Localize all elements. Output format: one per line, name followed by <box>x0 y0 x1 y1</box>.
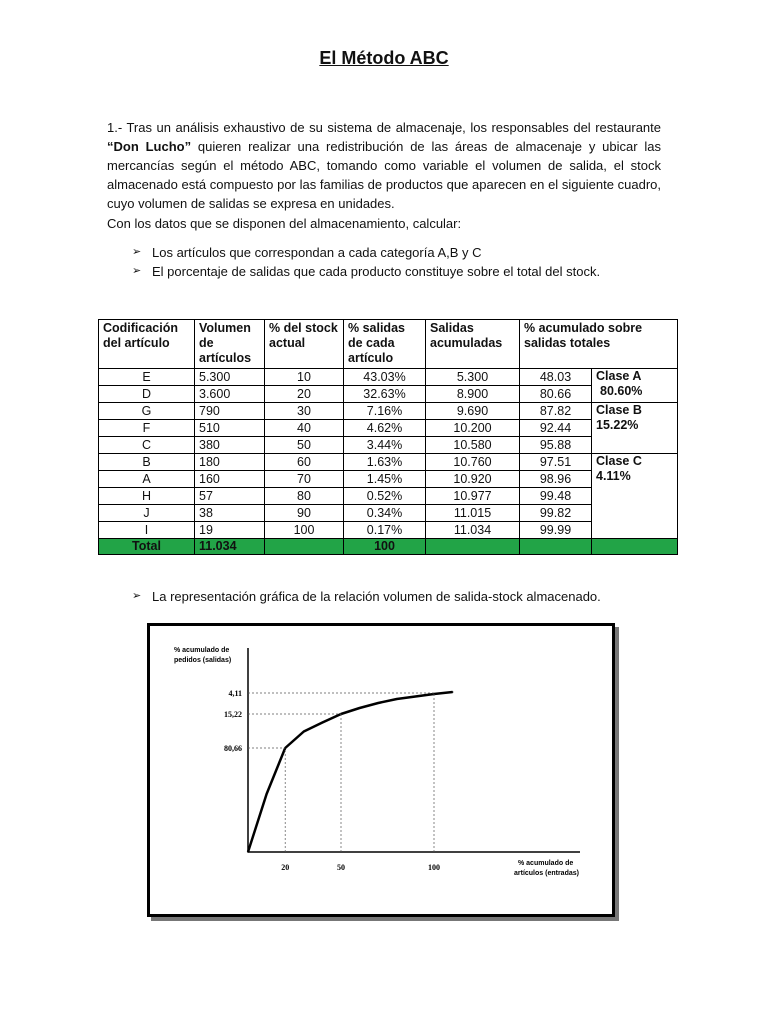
cell-pct-acumulado: 98.96 <box>520 471 592 488</box>
class-percentage: 4.11% <box>596 469 631 483</box>
class-percentage: 15.22% <box>596 418 639 432</box>
cell-pct-acumulado: 99.99 <box>520 522 592 539</box>
cell-code: G <box>99 403 195 420</box>
class-name: Clase B <box>596 403 642 417</box>
y-tick-label: 15,22 <box>224 710 242 719</box>
header-stock: % del stock actual <box>265 320 344 369</box>
curve-point <box>452 691 454 693</box>
cell-stock: 40 <box>265 420 344 437</box>
cell-volumen: 38 <box>195 505 265 522</box>
cell-volumen: 380 <box>195 437 265 454</box>
cell-pct-acumulado: 97.51 <box>520 454 592 471</box>
header-salidas: % salidas de cada artículo <box>344 320 426 369</box>
cell-acumuladas: 8.900 <box>426 386 520 403</box>
cell-pct-acumulado: 48.03 <box>520 369 592 386</box>
abc-table <box>98 319 678 555</box>
total-empty-cell <box>426 539 520 555</box>
task-list <box>132 243 692 281</box>
cell-pct-acumulado: 87.82 <box>520 403 592 420</box>
x-axis-label-line: artículos (entradas) <box>514 870 579 877</box>
restaurant-name: “Don Lucho” <box>107 139 192 154</box>
header-volumen: Volumen de artículos <box>195 320 265 369</box>
class-name: Clase C <box>596 454 642 468</box>
cell-salidas: 1.45% <box>344 471 426 488</box>
cell-volumen: 5.300 <box>195 369 265 386</box>
cell-stock: 70 <box>265 471 344 488</box>
table-header-row <box>99 320 678 369</box>
cell-stock: 50 <box>265 437 344 454</box>
curve-point <box>396 698 398 700</box>
cell-volumen: 180 <box>195 454 265 471</box>
cell-code: I <box>99 522 195 539</box>
curve-point <box>247 851 249 853</box>
curve-point <box>322 722 324 724</box>
instruction-text: Con los datos que se disponen del almacenamiento, calcular: <box>107 216 462 231</box>
total-label: Total <box>99 539 195 555</box>
x-axis-label-line: % acumulado de <box>518 860 574 867</box>
cell-stock: 30 <box>265 403 344 420</box>
cell-stock: 60 <box>265 454 344 471</box>
cell-acumuladas: 9.690 <box>426 403 520 420</box>
table-row <box>99 488 678 505</box>
class-cell <box>592 454 678 539</box>
cell-volumen: 790 <box>195 403 265 420</box>
table-row <box>99 420 678 437</box>
cell-salidas: 32.63% <box>344 386 426 403</box>
cell-acumuladas: 11.034 <box>426 522 520 539</box>
abc-chart <box>147 623 615 917</box>
cell-acumuladas: 10.977 <box>426 488 520 505</box>
cell-volumen: 19 <box>195 522 265 539</box>
x-tick-label: 20 <box>281 863 290 872</box>
cell-volumen: 160 <box>195 471 265 488</box>
cell-code: D <box>99 386 195 403</box>
arrow-bullet-icon: ➢ <box>132 265 142 277</box>
cell-pct-acumulado: 95.88 <box>520 437 592 454</box>
cell-acumuladas: 10.920 <box>426 471 520 488</box>
cell-acumuladas: 10.760 <box>426 454 520 471</box>
class-name: Clase A <box>596 369 642 383</box>
curve-point <box>303 731 305 733</box>
cell-acumuladas: 5.300 <box>426 369 520 386</box>
arrow-bullet-icon: ➢ <box>132 590 142 602</box>
page-title: El Método ABC <box>319 48 449 68</box>
cell-volumen: 57 <box>195 488 265 505</box>
total-empty-cell <box>520 539 592 555</box>
cell-code: E <box>99 369 195 386</box>
cell-stock: 100 <box>265 522 344 539</box>
table-row <box>99 369 678 386</box>
class-cell <box>592 403 678 454</box>
task-item: ➢ Los artículos que correspondan a cada categoría A,B y C <box>132 245 482 260</box>
cell-code: F <box>99 420 195 437</box>
curve-point <box>377 702 379 704</box>
cell-pct-acumulado: 99.82 <box>520 505 592 522</box>
cell-volumen: 3.600 <box>195 386 265 403</box>
cell-stock: 90 <box>265 505 344 522</box>
table-row <box>99 437 678 454</box>
cell-salidas: 3.44% <box>344 437 426 454</box>
cell-pct-acumulado: 99.48 <box>520 488 592 505</box>
cell-code: H <box>99 488 195 505</box>
total-salidas: 100 <box>344 539 426 555</box>
table-row <box>99 505 678 522</box>
header-pct-acumulado: % acumulado sobre salidas totales <box>520 320 678 369</box>
y-tick-label: 80,66 <box>224 744 242 753</box>
table-row <box>99 471 678 488</box>
cell-salidas: 1.63% <box>344 454 426 471</box>
cell-salidas: 43.03% <box>344 369 426 386</box>
y-axis-label-line: % acumulado de <box>174 647 230 654</box>
arrow-bullet-icon: ➢ <box>132 246 142 258</box>
cell-code: A <box>99 471 195 488</box>
chart-svg <box>150 626 612 914</box>
header-acumuladas: Salidas acumuladas <box>426 320 520 369</box>
cell-stock: 80 <box>265 488 344 505</box>
cell-stock: 20 <box>265 386 344 403</box>
cell-pct-acumulado: 92.44 <box>520 420 592 437</box>
cell-stock: 10 <box>265 369 344 386</box>
cell-code: C <box>99 437 195 454</box>
curve-point <box>359 707 361 709</box>
total-empty-cell <box>265 539 344 555</box>
table-row <box>99 403 678 420</box>
table-row <box>99 386 678 403</box>
class-percentage: 80.60% <box>600 384 643 398</box>
task-item: ➢ El porcentaje de salidas que cada producto constituye sobre el total del stock. <box>132 264 601 279</box>
total-volumen: 11.034 <box>195 539 265 555</box>
curve-point <box>266 793 268 795</box>
cell-acumuladas: 10.580 <box>426 437 520 454</box>
cell-salidas: 4.62% <box>344 420 426 437</box>
x-tick-label: 50 <box>337 863 345 872</box>
cell-acumuladas: 11.015 <box>426 505 520 522</box>
cell-code: J <box>99 505 195 522</box>
intro-paragraph: 1.- Tras un análisis exhaustivo de su sistema de almacenaje, los responsables del restaurante “Don Lucho” quieren realizar una redistribución de las áreas de almacenaje y ubicar las mercancías según el método ABC, tomando como variable el volumen de salida, el stock almacenado está compuesto por las familias de productos que aparecen en el siguiente cuadro, cuyo volumen de salidas se expresa en unidades. <box>107 120 661 211</box>
cell-pct-acumulado: 80.66 <box>520 386 592 403</box>
curve-point <box>415 696 417 698</box>
cell-code: B <box>99 454 195 471</box>
header-codificacion: Codificación del artículo <box>99 320 195 369</box>
chart-caption: ➢ La representación gráfica de la relación volumen de salida-stock almacenado. <box>132 589 601 604</box>
cell-salidas: 7.16% <box>344 403 426 420</box>
cell-volumen: 510 <box>195 420 265 437</box>
y-axis-label-line: pedidos (salidas) <box>174 657 232 664</box>
x-tick-label: 100 <box>428 863 440 872</box>
total-row <box>99 539 678 555</box>
total-empty-cell <box>592 539 678 555</box>
class-cell <box>592 369 678 403</box>
cell-salidas: 0.34% <box>344 505 426 522</box>
cell-salidas: 0.52% <box>344 488 426 505</box>
table-row <box>99 454 678 471</box>
cumulative-curve <box>248 692 453 852</box>
y-tick-label: 4,11 <box>228 689 242 698</box>
table-row <box>99 522 678 539</box>
cell-acumuladas: 10.200 <box>426 420 520 437</box>
cell-salidas: 0.17% <box>344 522 426 539</box>
